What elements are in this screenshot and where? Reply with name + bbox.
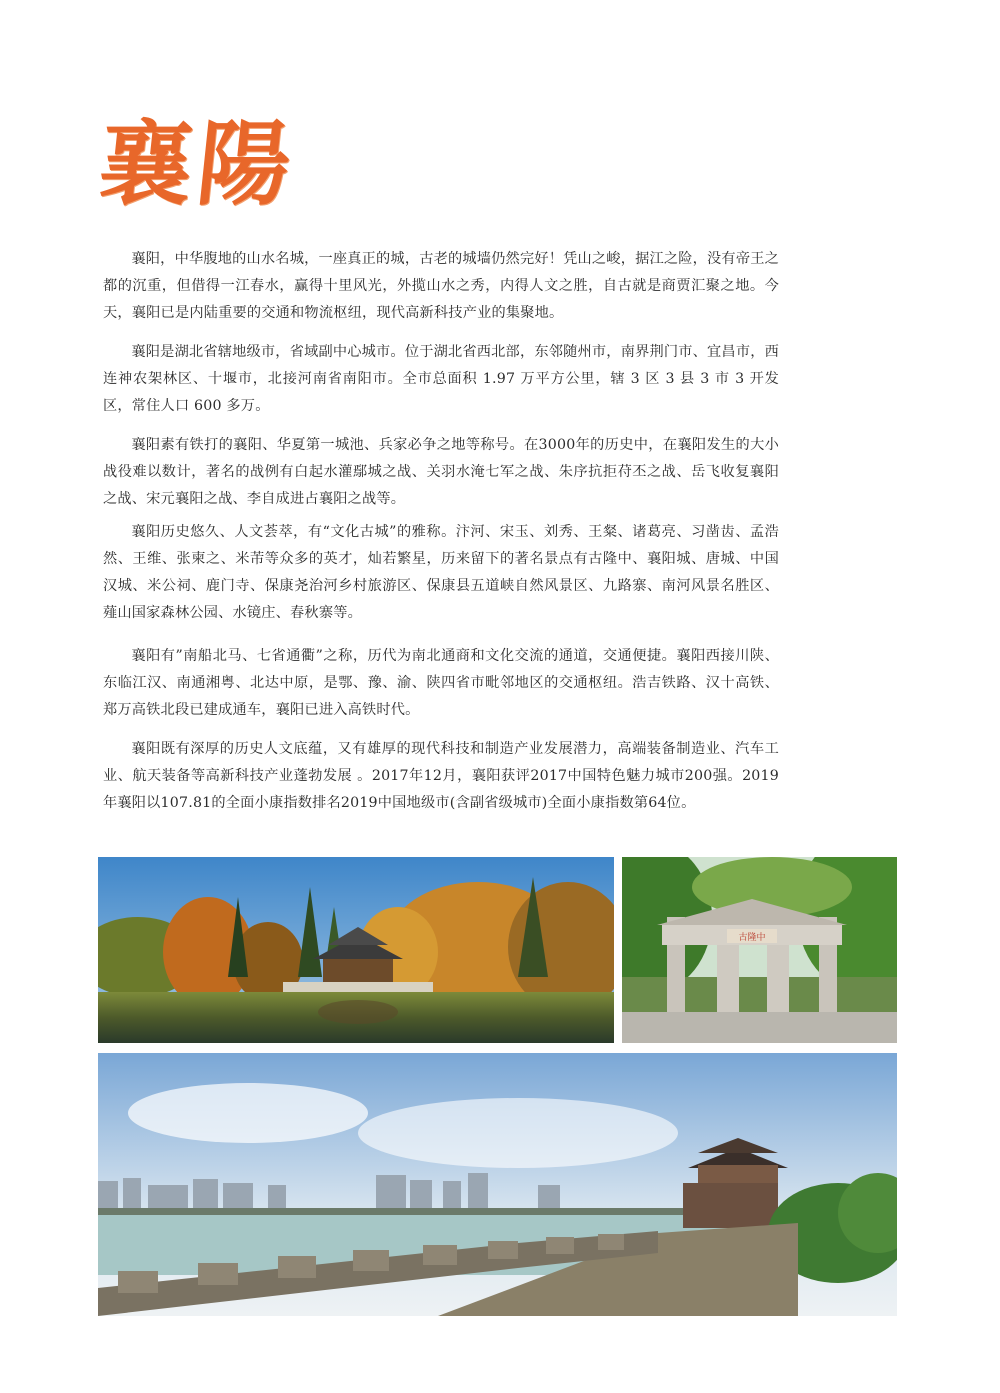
- page-title: 襄陽: [94, 110, 302, 218]
- memorial-gate-photo: [622, 857, 897, 1043]
- city-wall-photo: [98, 1053, 897, 1316]
- paragraph-culture: 襄阳历史悠久、人文荟萃，有“文化古城”的雅称。汴河、宋玉、刘秀、王粲、诸葛亮、习凿齿、孟浩然、王维、张柬之、米芾等众多的英才，灿若繁星，历来留下的著名景点有古隆中、襄阳城、唐城、中国汉城、米公祠、鹿门寺、保康尧治河乡村旅游区、保康县五道峡自然风景区、九路寨、南河风景名胜区、薤山国家森林公园、水镜庄、春秋寨等。: [103, 524, 779, 621]
- gate-plaque-text: 古隆中: [738, 933, 766, 943]
- paragraph-transport: 襄阳有”南船北马、七省通衢”之称，历代为南北通商和文化交流的通道，交通便捷。襄阳西接川陕、东临江汉、南通湘粤、北达中原，是鄂、豫、渝、陕四省市毗邻地区的交通枢纽。浩吉铁路、汉十高铁、郑万高铁北段已建成通车，襄阳已进入高铁时代。: [103, 648, 779, 718]
- paragraph-geography: 襄阳是湖北省辖地级市，省域副中心城市。位于湖北省西北部，东邻随州市，南界荆门市、宜昌市，西连神农架林区、十堰市，北接河南省南阳市。全市总面积 1.97 万平方公里，辖 3 区 3 县 3 市 3 开发区，常住人口 600 多万。: [103, 344, 779, 414]
- paragraph-history-battles: 襄阳素有铁打的襄阳、华夏第一城池、兵家必争之地等称号。在3000年的历史中，在襄阳发生的大小战役难以数计，著名的战例有白起水灌鄢城之战、关羽水淹七军之战、朱序抗拒苻丕之战、岳飞收复襄阳之战、宋元襄阳之战、李自成进占襄阳之战等。: [103, 437, 779, 507]
- lake-pavilion-photo: [98, 857, 614, 1043]
- article-body: [103, 246, 779, 829]
- paragraph-intro: 襄阳，中华腹地的山水名城，一座真正的城，古老的城墙仍然完好！凭山之峻，据江之险，没有帝王之都的沉重，但借得一江春水，赢得十里风光，外揽山水之秀，内得人文之胜，自古就是商贾汇聚之地。今天，襄阳已是内陆重要的交通和物流枢纽，现代高新科技产业的集聚地。: [103, 251, 779, 321]
- paragraph-industry: 襄阳既有深厚的历史人文底蕴，又有雄厚的现代科技和制造产业发展潜力，高端装备制造业、汽车工业、航天装备等高新科技产业蓬勃发展 。2017年12月，襄阳获评2017中国特色魅力城市200强。2019年襄阳以107.81的全面小康指数排名2019中国地级市(含副省级城市)全面小康指数第64位。: [103, 741, 779, 811]
